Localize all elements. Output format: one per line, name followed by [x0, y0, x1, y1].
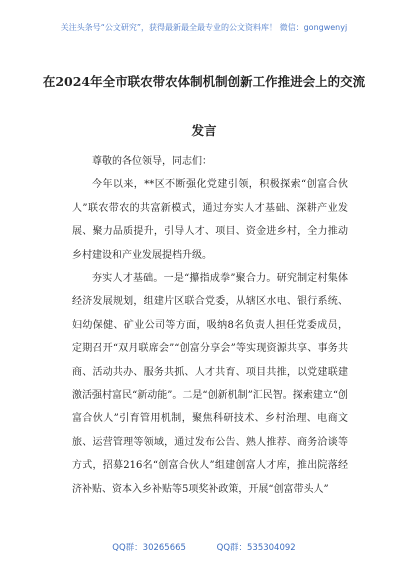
paragraph-talent: 夯实人才基础。一是“攥指成拳”聚合力。研究制定村集体经济发展规划，组建片区联合党委，从辖区水电、银行系统、妇幼保健、矿业公司等方面，吸纳8名负责人担任党委成员，定期召开“双月联席会”“创富分享会”等实现资源共享、事务共商、活动共办、服务共抓、人才共育、项目共推，以党建联建激活强村富民“新动能”。二是“创新机制”汇民智。探索建立“创富合伙人”引育管用机制，聚焦科研技术、乡村治理、电商文旅、运营管理等领域，通过发布公告、熟人推荐、商务洽谈等方式，招募216名“创富合伙人”组建创富人才库，推出院落经济补贴、资本入乡补贴等5项奖补政策，开展“创富带头人” [72, 273, 348, 495]
header-notice: 关注头条号“公文研究”，获得最新最全最专业的公文资料库！ 微信：gongwenyj [60, 23, 348, 32]
document-title: 在2024年全市联农带农体制机制创新工作推进会上的交流 [42, 74, 366, 89]
paragraph-intro: 今年以来，**区不断强化党建引领，积极探索“创富合伙人”联农带农的共富新模式，通过夯实人才基础、深耕产业发展、聚力品质提升，引导人才、项目、资金进乡村，全力推动乡村建设和产业发展提档升级。 [72, 179, 348, 261]
footer-qq-group-1: QQ群：30265665 [112, 543, 186, 553]
footer-contacts [0, 541, 408, 553]
document-title-continuation: 发言 [191, 123, 217, 138]
salutation: 尊敬的各位领导，同志们： [92, 156, 212, 167]
document-body [72, 150, 348, 501]
footer-qq-group-2: QQ群：535304092 [216, 543, 296, 553]
